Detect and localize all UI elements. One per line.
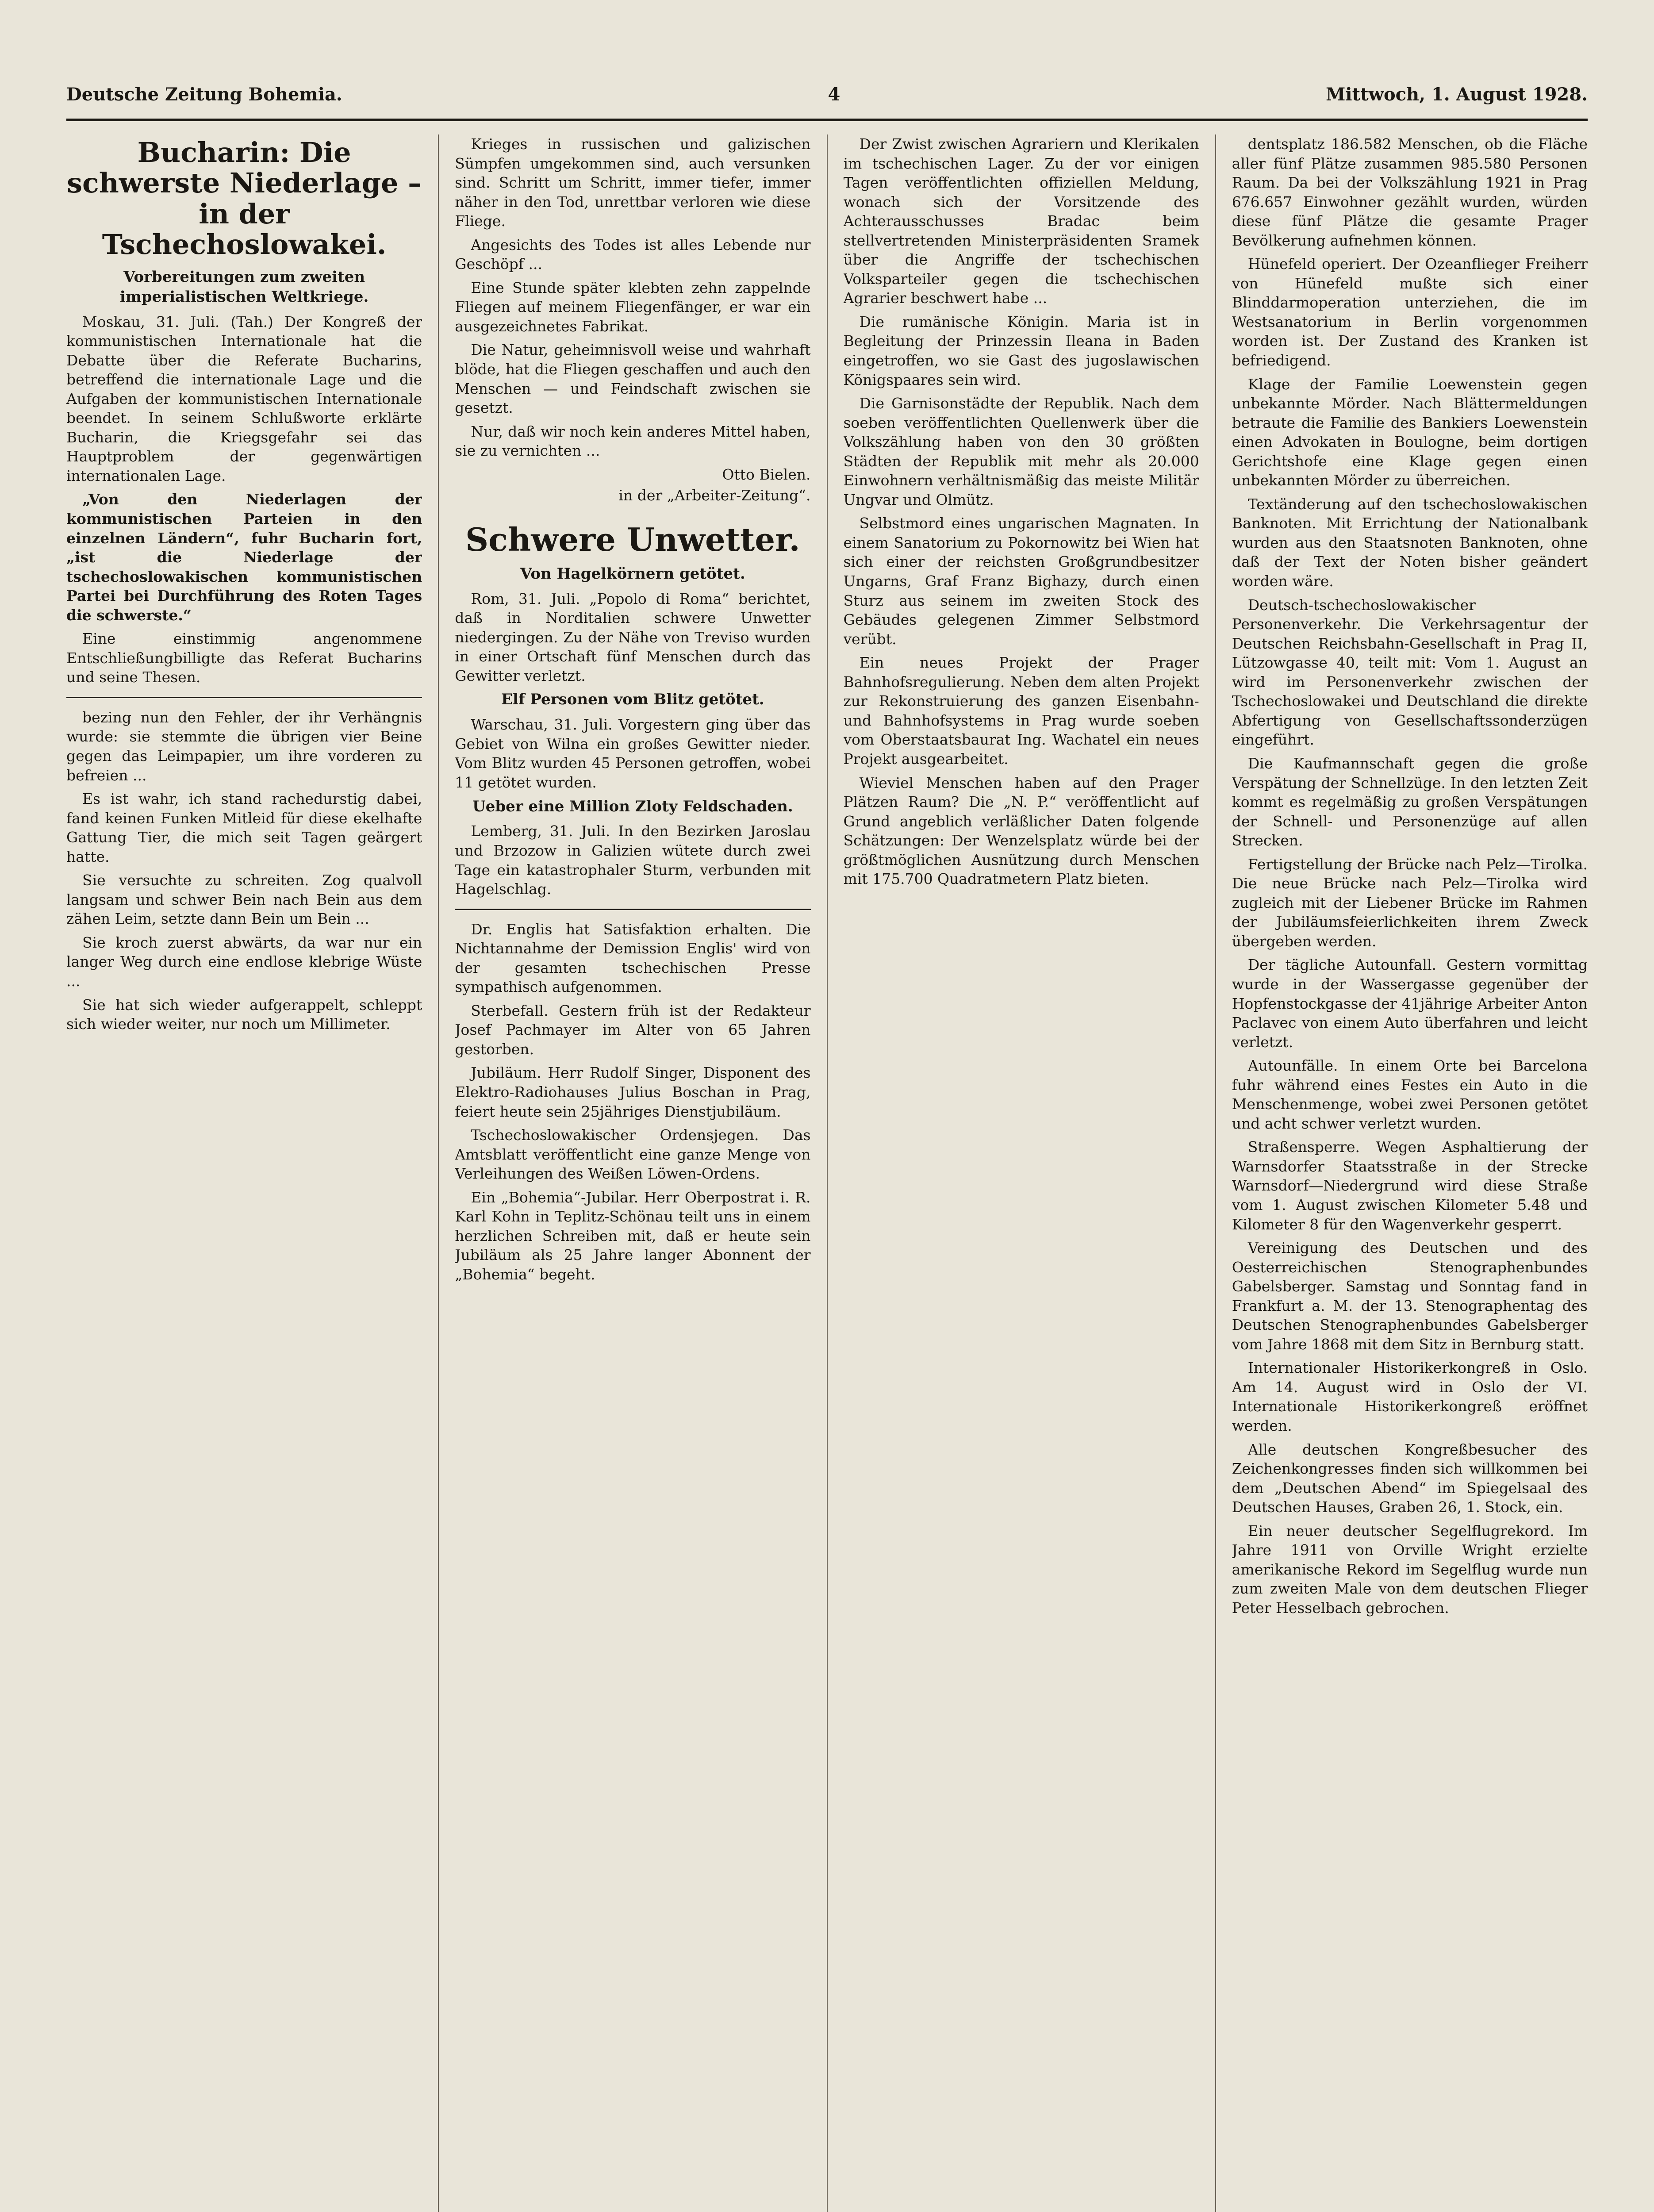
news-item: Vereinigung des Deutschen und des Oesterreichischen Stenographenbundes Gabelsberger. Samstag und Sonntag fand in Frankfurt a. M. der 13. Stenographentag des Deutschen Stenographenbundes Gabelsberger vom Jahre 1868 mit dem Sitz in Bernburg statt. [1232, 1239, 1588, 1353]
news-item: Die Kaufmannschaft gegen die große Verspätung der Schnellzüge. In den letzten Zeit kommt es regelmäßig zu großen Verspätungen der Schnell- und Personenzüge auf allen Strecken. [1232, 754, 1588, 849]
section-divider [66, 697, 422, 698]
feuilleton-paragraph: Krieges in russischen und galizischen Sümpfen umgekommen sind, auch versunken sind. Schritt um Schritt, immer tiefer, immer näher in den Tod, unrettbar verloren wie diese Fliege. [455, 135, 811, 230]
page-number: 4 [828, 84, 840, 105]
column-3 [844, 134, 1199, 2212]
feuilleton-paragraph: bezing nun den Fehler, der ihr Verhängnis wurde: sie stemmte die übrigen vier Beine gegen das Leimpapier, um ihre vorderen zu befreien ... [66, 708, 422, 784]
headline-bucharin: Bucharin: Die schwerste Niederlage – in der Tschechoslowakei. [67, 136, 422, 261]
article-paragraph: Eine einstimmig angenommene Entschließungbilligte das Referat Bucharins und seine Thesen. [66, 630, 422, 686]
article-paragraph: Lemberg, 31. Juli. In den Bezirken Jaroslau und Brzozow in Galizien wütete durch zwei Tage ein katastrophaler Sturm, verbunden mit Hagelschlag. [455, 822, 811, 898]
feuilleton-paragraph: Sie hat sich wieder aufgerappelt, schleppt sich wieder weiter, nur noch um Millimeter. [66, 996, 422, 1033]
column-rule [1215, 134, 1216, 2212]
news-item: Hünefeld operiert. Der Ozeanflieger Freiherr von Hünefeld mußte sich einer Blinddarmoperation unterziehen, die im Westsanatorium in Berlin vorgenommen worden ist. Der Zustand des Kranken ist befriedigend. [1232, 255, 1588, 369]
news-item: Ein neuer deutscher Segelflugrekord. Im Jahre 1911 von Orville Wright erzielte amerikanische Rekord im Segelflug wurde nun zum zweiten Male von dem deutschen Flieger Peter Hesselbach gebrochen. [1232, 1522, 1588, 1617]
news-item: Der Zwist zwischen Agrariern und Klerikalen im tschechischen Lager. Zu der vor einigen Tagen veröffentlichten offiziellen Meldung, wonach sich der Vorsitzende des Achterausschusses Bradac beim stellvertretenden Ministerpräsidenten Sramek über die Angriffe der tschechischen Volksparteiler gegen die tschechischen Agrarier beschwert habe ... [843, 135, 1199, 307]
news-item: Ein „Bohemia“-Jubilar. Herr Oberpostrat i. R. Karl Kohn in Teplitz-Schönau teilt uns in einem herzlichen Schreiben mit, daß er heute sein Jubiläum als 25 Jahre langer Abonnent der „Bohemia“ begeht. [455, 1188, 811, 1283]
news-item: Alle deutschen Kongreßbesucher des Zeichenkongresses finden sich willkommen bei dem „Deutschen Abend“ im Spiegelsaal des Deutschen Hauses, Graben 26, 1. Stock, ein. [1232, 1440, 1588, 1516]
feuilleton-paragraph: Die Natur, geheimnisvoll weise und wahrhaft blöde, hat die Fliegen geschaffen und auch den Menschen — und Feindschaft zwischen sie gesetzt. [455, 341, 811, 417]
news-item: Internationaler Historikerkongreß in Oslo. Am 14. August wird in Oslo der VI. Internationale Historikerkongreß eröffnet werden. [1232, 1359, 1588, 1434]
article-paragraph: Warschau, 31. Juli. Vorgestern ging über das Gebiet von Wilna ein großes Gewitter nieder. Vom Blitz wurden 45 Personen getroffen, wobei 11 getötet wurden. [455, 716, 811, 791]
news-item: dentsplatz 186.582 Menschen, ob die Fläche aller fünf Plätze zusammen 985.580 Personen Raum. Da bei der Volkszählung 1921 in Prag 676.657 Einwohner gezählt wurden, würden diese fünf Plätze die gesamte Prager Bevölkerung aufnehmen können. [1232, 135, 1588, 249]
feuilleton-paragraph: Angesichts des Todes ist alles Lebende nur Geschöpf ... [455, 236, 811, 273]
subhead-bucharin: Vorbereitungen zum zweiten imperialistischen Weltkriege. [119, 268, 369, 306]
feuilleton-paragraph: Es ist wahr, ich stand rachedurstig dabei, fand keinen Funken Mitleid für diese ekelhafte Gattung Tier, die mich seit Tagen geärgert hatte. [66, 790, 422, 865]
news-item: Fertigstellung der Brücke nach Pelz—Tirolka. Die neue Brücke nach Pelz—Tirolka wird zugleich mit der Liebener Brücke im Rahmen der Jubiläumsfeierlichkeiten ihrem Zweck übergeben werden. [1232, 855, 1588, 950]
columns [66, 134, 1588, 2212]
column-1 [66, 134, 422, 2212]
masthead-rule [66, 119, 1588, 121]
article-paragraph: „Von den Niederlagen der kommunistischen Parteien in den einzelnen Ländern“, fuhr Bucharin fort, „ist die Niederlage der tschechoslowakischen kommunistischen Partei bei Durchführung des Roten Tages die schwerste.“ [66, 491, 422, 624]
news-item: Sterbefall. Gestern früh ist der Redakteur Josef Pachmayer im Alter von 65 Jahren gestorben. [455, 1002, 811, 1058]
subhead-feldschaden: Ueber eine Million Zloty Feldschaden. [472, 797, 793, 815]
news-item: Dr. Englis hat Satisfaktion erhalten. Die Nichtannahme der Demission Englis' wird von der gesamten tschechischen Presse sympathisch aufgenommen. [455, 920, 811, 996]
news-item: Jubiläum. Herr Rudolf Singer, Disponent des Elektro-Radiohauses Julius Boschan in Prag, feiert heute sein 25jähriges Dienstjubiläum. [455, 1064, 811, 1120]
column-rule [438, 134, 439, 2212]
author-signature: Otto Bielen. [722, 465, 811, 483]
masthead-title: Deutsche Zeitung Bohemia. [66, 84, 342, 105]
section-divider [455, 909, 810, 910]
news-item: Straßensperre. Wegen Asphaltierung der Warnsdorfer Staatsstraße in der Strecke Warnsdorf—Niedergrund wird diese Straße vom 1. August zwischen Kilometer 5.48 und Kilometer 8 für den Wagenverkehr gesperrt. [1232, 1138, 1588, 1233]
news-item: Selbstmord eines ungarischen Magnaten. In einem Sanatorium zu Pokornowitz bei Wien hat sich einer der reichsten Großgrundbesitzer Ungarns, Graf Franz Bighazy, durch einen Sturz aus seinem im zweiten Stock des Gebäudes gelegenen Zimmer Selbstmord verübt. [843, 515, 1199, 648]
column-2 [455, 134, 810, 2212]
article-paragraph: Moskau, 31. Juli. (Tah.) Der Kongreß der kommunistischen Internationale hat die Debatte über die Referate Bucharins, betreffend die internationale Lage und die Aufgaben der kommunistischen Internationale beendet. In seinem Schlußworte erklärte Bucharin, die Kriegsgefahr sei das Hauptproblem der gegenwärtigen internationalen Lage. [66, 313, 422, 484]
column-4 [1232, 134, 1588, 2212]
headline-unwetter: Schwere Unwetter. [465, 520, 800, 558]
masthead [66, 84, 1588, 115]
feuilleton-paragraph: Eine Stunde später klebten zehn zappelnde Fliegen auf meinem Fliegenfänger, er war ein ausgezeichnetes Fabrikat. [455, 279, 811, 335]
news-item: Autounfälle. In einem Orte bei Barcelona fuhr während eines Festes ein Auto in die Menschenmenge, wobei zwei Personen getötet und acht schwer verletzt wurden. [1232, 1057, 1588, 1132]
news-item: Textänderung auf den tschechoslowakischen Banknoten. Mit Errichtung der Nationalbank wurden aus den Staatsnoten Banknoten, ohne daß der Text der Noten bisher geändert worden wäre. [1232, 495, 1588, 590]
news-item: Die rumänische Königin. Maria ist in Begleitung der Prinzessin Ileana in Baden eingetroffen, wo sie Gast des jugoslawischen Königspaares sein wird. [843, 313, 1199, 388]
subhead-hagel: Von Hagelkörnern getötet. [520, 565, 745, 583]
subhead-blitz: Elf Personen vom Blitz getötet. [501, 691, 764, 709]
source-credit: in der „Arbeiter-Zeitung“. [618, 487, 811, 504]
news-item: Der tägliche Autounfall. Gestern vormittag wurde in der Wassergasse gegenüber der Hopfenstockgasse der 41jährige Arbeiter Anton Paclavec von einem Auto überfahren und leicht verletzt. [1232, 956, 1588, 1051]
news-item: Deutsch-tschechoslowakischer Personenverkehr. Die Verkehrsagentur der Deutschen Reichsbahn-Gesellschaft in Prag II, Lützowgasse 40, teilt mit: Vom 1. August an wird im Personenverkehr zwischen der Tschechoslowakei und Deutschland die direkte Abfertigung von Gesellschaftssonderzügen eingeführt. [1232, 596, 1588, 749]
news-item: Ein neues Projekt der Prager Bahnhofsregulierung. Neben dem alten Projekt zur Rekonstruierung des ganzen Eisenbahn- und Bahnhofsystems in Prag wurde soeben vom Oberstaatsbaurat Ing. Wachatel ein neues Projekt ausgearbeitet. [843, 654, 1199, 768]
news-item: Tschechoslowakischer Ordensjegen. Das Amtsblatt veröffentlicht eine ganze Menge von Verleihungen des Weißen Löwen-Ordens. [455, 1126, 811, 1183]
article-paragraph: Rom, 31. Juli. „Popolo di Roma“ berichtet, daß in Norditalien schwere Unwetter niedergingen. Zu der Nähe von Treviso wurden in einer Ortschaft fünf Menschen durch das Gewitter verletzt. [455, 590, 811, 684]
news-item: Klage der Familie Loewenstein gegen unbekannte Mörder. Nach Blättermeldungen betraute die Familie des Bankiers Loewenstein einen Advokaten in Boulogne, beim dortigen Gerichtshofe eine Klage gegen einen unbekannten Mörder zu überreichen. [1232, 375, 1588, 489]
feuilleton-paragraph: Sie versuchte zu schreiten. Zog qualvoll langsam und schwer Bein nach Bein aus dem zähen Leim, setzte dann Bein um Bein ... [66, 872, 422, 928]
news-item: Die Garnisonstädte der Republik. Nach dem soeben veröffentlichten Quellenwerk über die Volkszählung haben von den 30 größten Städten der Republik mit mehr als 20.000 Einwohnern verhältnismäßig das meiste Militär Ungvar und Olmütz. [843, 395, 1199, 508]
column-rule [827, 134, 828, 2212]
news-item: Wieviel Menschen haben auf den Prager Plätzen Raum? Die „N. P.“ veröffentlicht auf Grund angeblich verläßlicher Daten folgende Schätzungen: Der Wenzelsplatz würde bei der größtmöglichen Ausnützung durch Menschen mit 175.700 Quadratmetern Platz bieten. [843, 774, 1199, 888]
feuilleton-paragraph: Sie kroch zuerst abwärts, da war nur ein langer Weg durch eine endlose klebrige Wüste ... [66, 933, 422, 990]
feuilleton-paragraph: Nur, daß wir noch kein anderes Mittel haben, sie zu vernichten ... [455, 422, 811, 460]
masthead-date: Mittwoch, 1. August 1928. [1326, 84, 1588, 105]
